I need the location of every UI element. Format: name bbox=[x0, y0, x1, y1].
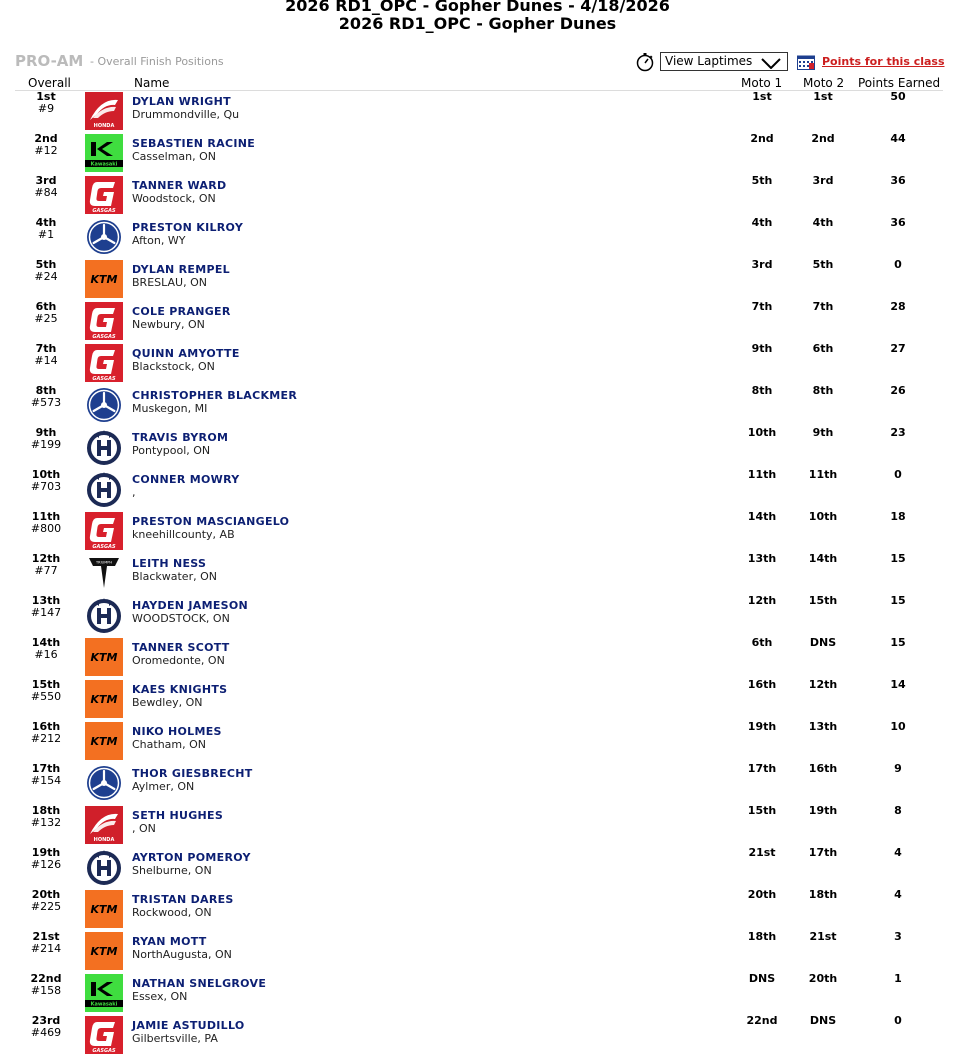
points-earned: 36 bbox=[890, 216, 906, 229]
overall-place: 1st bbox=[36, 90, 56, 103]
moto1-result: 9th bbox=[751, 342, 773, 355]
overall-place: 12th bbox=[31, 552, 61, 565]
table-row bbox=[0, 469, 960, 511]
points-earned: 14 bbox=[890, 678, 906, 691]
moto1-result: 15th bbox=[747, 804, 777, 817]
svg-text:KTM: KTM bbox=[90, 273, 118, 286]
moto1-result: 20th bbox=[747, 888, 777, 901]
moto1-result: 19th bbox=[747, 720, 777, 733]
gasgas-logo bbox=[85, 1016, 123, 1054]
moto2-result: DNS bbox=[809, 1014, 837, 1027]
moto1-result: 1st bbox=[752, 90, 772, 103]
finish-position bbox=[15, 553, 77, 577]
overall-place: 18th bbox=[31, 804, 61, 817]
col-moto1: Moto 1 bbox=[741, 76, 783, 90]
rider-number: #24 bbox=[34, 270, 58, 283]
svg-text:GASGAS: GASGAS bbox=[92, 208, 116, 214]
honda-logo bbox=[85, 806, 123, 844]
finish-position bbox=[15, 847, 77, 871]
moto2-result: 1st bbox=[813, 90, 833, 103]
overall-place: 3rd bbox=[35, 174, 57, 187]
overall-place: 10th bbox=[31, 468, 61, 481]
points-earned: 0 bbox=[894, 468, 902, 481]
table-row bbox=[0, 637, 960, 679]
rider-number: #126 bbox=[30, 858, 62, 871]
moto1-result: 22nd bbox=[746, 1014, 778, 1027]
moto1-result: 12th bbox=[747, 594, 777, 607]
event-subtitle: 2026 RD1_OPC - Gopher Dunes bbox=[338, 14, 617, 33]
kawasaki-logo bbox=[85, 974, 123, 1012]
moto2-result: 16th bbox=[808, 762, 838, 775]
husqvarna-logo bbox=[85, 428, 123, 466]
points-earned: 36 bbox=[890, 174, 906, 187]
overall-place: 11th bbox=[31, 510, 61, 523]
points-earned: 18 bbox=[890, 510, 906, 523]
rider-number: #154 bbox=[30, 774, 62, 787]
rider-number: #212 bbox=[30, 732, 62, 745]
svg-text:TRIUMPH: TRIUMPH bbox=[96, 560, 112, 565]
table-row bbox=[0, 595, 960, 637]
finish-position bbox=[15, 259, 77, 283]
rider-number: #199 bbox=[30, 438, 62, 451]
rider-number: #84 bbox=[34, 186, 58, 199]
rider-number: #9 bbox=[37, 102, 55, 115]
moto2-result: 18th bbox=[808, 888, 838, 901]
moto1-result: DNS bbox=[748, 972, 776, 985]
finish-position bbox=[15, 511, 77, 535]
table-row bbox=[0, 931, 960, 973]
rider-name-link[interactable]: HAYDEN JAMESON bbox=[132, 599, 249, 612]
finish-position bbox=[15, 595, 77, 619]
overall-place: 20th bbox=[31, 888, 61, 901]
moto2-result: 14th bbox=[808, 552, 838, 565]
rider-number: #12 bbox=[34, 144, 58, 157]
gasgas-logo bbox=[85, 512, 123, 550]
svg-text:KTM: KTM bbox=[90, 693, 118, 706]
rider-name-link[interactable]: RYAN MOTT bbox=[132, 935, 207, 948]
points-earned: 15 bbox=[890, 636, 906, 649]
points-for-class-link[interactable]: Points for this class bbox=[822, 55, 945, 68]
event-title: 2026 RD1_OPC - Gopher Dunes - 4/18/2026 bbox=[285, 0, 670, 15]
rider-name-link[interactable]: NATHAN SNELGROVE bbox=[132, 977, 267, 990]
finish-position bbox=[15, 469, 77, 493]
table-row bbox=[0, 721, 960, 763]
rider-hometown: Drummondville, Qu bbox=[132, 108, 240, 121]
points-earned: 23 bbox=[890, 426, 906, 439]
table-row bbox=[0, 763, 960, 805]
svg-text:GASGAS: GASGAS bbox=[92, 1048, 116, 1054]
table-row bbox=[0, 679, 960, 721]
points-earned: 0 bbox=[894, 1014, 902, 1027]
moto1-result: 18th bbox=[747, 930, 777, 943]
moto2-result: 21st bbox=[809, 930, 837, 943]
rider-name-link[interactable]: TRISTAN DARES bbox=[132, 893, 234, 906]
husqvarna-logo bbox=[85, 848, 123, 886]
points-earned: 0 bbox=[894, 258, 902, 271]
rider-number: #158 bbox=[30, 984, 62, 997]
view-laptimes-select[interactable] bbox=[660, 52, 788, 71]
overall-place: 22nd bbox=[30, 972, 62, 985]
svg-text:Kawasaki: Kawasaki bbox=[90, 161, 118, 168]
rider-name-link[interactable]: CHRISTOPHER BLACKMER bbox=[132, 389, 298, 402]
rider-number: #225 bbox=[30, 900, 62, 913]
ktm-logo bbox=[85, 638, 123, 676]
points-earned: 3 bbox=[894, 930, 902, 943]
table-row bbox=[0, 217, 960, 259]
yamaha-logo bbox=[85, 218, 123, 256]
class-subtitle: - Overall Finish Positions bbox=[90, 55, 224, 68]
rider-hometown: Oromedonte, ON bbox=[132, 654, 225, 667]
overall-place: 6th bbox=[35, 300, 57, 313]
table-row bbox=[0, 553, 960, 595]
rider-name-link[interactable]: CONNER MOWRY bbox=[132, 473, 240, 486]
finish-position bbox=[15, 133, 77, 157]
rider-name-link[interactable]: TRAVIS BYROM bbox=[132, 431, 229, 444]
overall-place: 4th bbox=[35, 216, 57, 229]
moto1-result: 16th bbox=[747, 678, 777, 691]
rider-hometown: Bewdley, ON bbox=[132, 696, 203, 709]
points-earned: 1 bbox=[894, 972, 902, 985]
moto2-result: 20th bbox=[808, 972, 838, 985]
rider-hometown: Woodstock, ON bbox=[132, 192, 216, 205]
rider-name-link[interactable]: JAMIE ASTUDILLO bbox=[132, 1019, 245, 1032]
rider-number: #550 bbox=[30, 690, 62, 703]
moto1-result: 6th bbox=[751, 636, 773, 649]
moto1-result: 4th bbox=[751, 216, 773, 229]
points-earned: 8 bbox=[894, 804, 902, 817]
rider-name-link[interactable]: NIKO HOLMES bbox=[132, 725, 222, 738]
svg-text:KTM: KTM bbox=[90, 945, 118, 958]
svg-text:KTM: KTM bbox=[90, 903, 118, 916]
moto1-result: 3rd bbox=[751, 258, 773, 271]
rider-number: #16 bbox=[34, 648, 58, 661]
table-row bbox=[0, 91, 960, 133]
points-earned: 10 bbox=[890, 720, 906, 733]
rider-name-link[interactable]: SETH HUGHES bbox=[132, 809, 224, 822]
points-earned: 44 bbox=[890, 132, 906, 145]
rider-name-link[interactable]: PRESTON MASCIANGELO bbox=[132, 515, 290, 528]
moto1-result: 21st bbox=[748, 846, 776, 859]
moto1-result: 8th bbox=[751, 384, 773, 397]
moto2-result: 8th bbox=[812, 384, 834, 397]
points-earned: 26 bbox=[890, 384, 906, 397]
moto1-result: 5th bbox=[751, 174, 773, 187]
table-row bbox=[0, 511, 960, 553]
points-earned: 4 bbox=[894, 846, 902, 859]
moto1-result: 14th bbox=[747, 510, 777, 523]
chevron-down-icon bbox=[761, 57, 781, 74]
rider-hometown: Casselman, ON bbox=[132, 150, 217, 163]
finish-position bbox=[15, 385, 77, 409]
moto2-result: 19th bbox=[808, 804, 838, 817]
ktm-logo bbox=[85, 680, 123, 718]
rider-number: #25 bbox=[34, 312, 58, 325]
rider-hometown: Newbury, ON bbox=[132, 318, 205, 331]
rider-hometown: Afton, WY bbox=[132, 234, 186, 247]
col-name: Name bbox=[134, 76, 170, 90]
results-table-header bbox=[0, 76, 960, 90]
svg-text:GASGAS: GASGAS bbox=[92, 334, 116, 340]
calendar-icon[interactable] bbox=[797, 54, 815, 70]
rider-hometown: BRESLAU, ON bbox=[132, 276, 207, 289]
moto2-result: 2nd bbox=[811, 132, 835, 145]
moto2-result: 9th bbox=[812, 426, 834, 439]
rider-hometown: Pontypool, ON bbox=[132, 444, 211, 457]
rider-hometown: Muskegon, MI bbox=[132, 402, 208, 415]
finish-position bbox=[15, 637, 77, 661]
points-earned: 9 bbox=[894, 762, 902, 775]
rider-name-link[interactable]: PRESTON KILROY bbox=[132, 221, 244, 234]
rider-name-link[interactable]: TANNER WARD bbox=[132, 179, 227, 192]
points-earned: 15 bbox=[890, 594, 906, 607]
table-row bbox=[0, 1015, 960, 1057]
table-row bbox=[0, 175, 960, 217]
ktm-logo bbox=[85, 260, 123, 298]
moto2-result: 17th bbox=[808, 846, 838, 859]
overall-place: 13th bbox=[31, 594, 61, 607]
rider-name-link[interactable]: DYLAN WRIGHT bbox=[132, 95, 231, 108]
overall-place: 19th bbox=[31, 846, 61, 859]
moto2-result: 5th bbox=[812, 258, 834, 271]
rider-number: #77 bbox=[34, 564, 58, 577]
rider-hometown: Rockwood, ON bbox=[132, 906, 212, 919]
gasgas-logo bbox=[85, 302, 123, 340]
rider-hometown: Blackstock, ON bbox=[132, 360, 215, 373]
overall-place: 7th bbox=[35, 342, 57, 355]
rider-number: #800 bbox=[30, 522, 62, 535]
points-earned: 4 bbox=[894, 888, 902, 901]
overall-place: 14th bbox=[31, 636, 61, 649]
rider-number: #573 bbox=[30, 396, 62, 409]
finish-position bbox=[15, 217, 77, 241]
rider-hometown: , bbox=[132, 486, 136, 499]
overall-place: 17th bbox=[31, 762, 61, 775]
finish-position bbox=[15, 721, 77, 745]
rider-hometown: Aylmer, ON bbox=[132, 780, 195, 793]
finish-position bbox=[15, 343, 77, 367]
table-row bbox=[0, 847, 960, 889]
finish-position bbox=[15, 427, 77, 451]
moto1-result: 7th bbox=[751, 300, 773, 313]
finish-position bbox=[15, 301, 77, 325]
svg-text:Kawasaki: Kawasaki bbox=[90, 1001, 118, 1008]
finish-position bbox=[15, 763, 77, 787]
rider-name-link[interactable]: KAES KNIGHTS bbox=[132, 683, 228, 696]
points-earned: 28 bbox=[890, 300, 906, 313]
svg-text:HONDA: HONDA bbox=[93, 123, 115, 129]
finish-position bbox=[15, 805, 77, 829]
moto2-result: 6th bbox=[812, 342, 834, 355]
svg-text:KTM: KTM bbox=[90, 735, 118, 748]
view-laptimes-label: View Laptimes bbox=[665, 54, 753, 68]
moto1-result: 2nd bbox=[750, 132, 774, 145]
table-row bbox=[0, 301, 960, 343]
table-row bbox=[0, 427, 960, 469]
moto2-result: 10th bbox=[808, 510, 838, 523]
page-header bbox=[0, 0, 960, 33]
finish-position bbox=[15, 175, 77, 199]
finish-position bbox=[15, 1015, 77, 1039]
moto1-result: 13th bbox=[747, 552, 777, 565]
moto2-result: DNS bbox=[809, 636, 837, 649]
table-row bbox=[0, 889, 960, 931]
moto2-result: 4th bbox=[812, 216, 834, 229]
col-overall: Overall bbox=[28, 76, 71, 90]
table-row bbox=[0, 805, 960, 847]
husqvarna-logo bbox=[85, 596, 123, 634]
moto1-result: 17th bbox=[747, 762, 777, 775]
finish-position bbox=[15, 973, 77, 997]
rider-hometown: NorthAugusta, ON bbox=[132, 948, 232, 961]
moto2-result: 13th bbox=[808, 720, 838, 733]
table-row bbox=[0, 973, 960, 1015]
rider-name-link[interactable]: AYRTON POMEROY bbox=[132, 851, 251, 864]
moto1-result: 11th bbox=[747, 468, 777, 481]
rider-hometown: WOODSTOCK, ON bbox=[132, 612, 230, 625]
rider-number: #214 bbox=[30, 942, 62, 955]
rider-hometown: Shelburne, ON bbox=[132, 864, 212, 877]
rider-name-link[interactable]: DYLAN REMPEL bbox=[132, 263, 230, 276]
class-bar bbox=[15, 52, 945, 72]
overall-place: 16th bbox=[31, 720, 61, 733]
rider-name-link[interactable]: THOR GIESBRECHT bbox=[132, 767, 253, 780]
husqvarna-logo bbox=[85, 470, 123, 508]
table-row bbox=[0, 133, 960, 175]
gasgas-logo bbox=[85, 176, 123, 214]
overall-place: 2nd bbox=[34, 132, 58, 145]
rider-hometown: Blackwater, ON bbox=[132, 570, 217, 583]
svg-text:GASGAS: GASGAS bbox=[92, 376, 116, 382]
table-row bbox=[0, 385, 960, 427]
finish-position bbox=[15, 91, 77, 115]
rider-number: #147 bbox=[30, 606, 62, 619]
moto2-result: 3rd bbox=[812, 174, 834, 187]
class-name: PRO-AM bbox=[15, 52, 84, 70]
rider-number: #132 bbox=[30, 816, 62, 829]
table-row bbox=[0, 259, 960, 301]
rider-hometown: Gilbertsville, PA bbox=[132, 1032, 218, 1045]
col-points: Points Earned bbox=[858, 76, 941, 90]
triumph-logo bbox=[85, 554, 123, 592]
rider-number: #1 bbox=[37, 228, 55, 241]
svg-text:GASGAS: GASGAS bbox=[92, 544, 116, 550]
rider-hometown: Essex, ON bbox=[132, 990, 188, 1003]
moto2-result: 11th bbox=[808, 468, 838, 481]
finish-position bbox=[15, 889, 77, 913]
rider-hometown: Chatham, ON bbox=[132, 738, 207, 751]
rider-name-link[interactable]: COLE PRANGER bbox=[132, 305, 231, 318]
points-earned: 15 bbox=[890, 552, 906, 565]
moto2-result: 15th bbox=[808, 594, 838, 607]
honda-logo bbox=[85, 92, 123, 130]
gasgas-logo bbox=[85, 344, 123, 382]
yamaha-logo bbox=[85, 386, 123, 424]
ktm-logo bbox=[85, 932, 123, 970]
ktm-logo bbox=[85, 890, 123, 928]
overall-place: 9th bbox=[35, 426, 57, 439]
overall-place: 15th bbox=[31, 678, 61, 691]
rider-name-link[interactable]: LEITH NESS bbox=[132, 557, 207, 570]
finish-position bbox=[15, 931, 77, 955]
rider-name-link[interactable]: SEBASTIEN RACINE bbox=[132, 137, 256, 150]
rider-number: #14 bbox=[34, 354, 58, 367]
overall-place: 23rd bbox=[31, 1014, 61, 1027]
kawasaki-logo bbox=[85, 134, 123, 172]
ktm-logo bbox=[85, 722, 123, 760]
rider-name-link[interactable]: TANNER SCOTT bbox=[132, 641, 230, 654]
svg-text:KTM: KTM bbox=[90, 651, 118, 664]
rider-hometown: , ON bbox=[132, 822, 156, 835]
points-earned: 50 bbox=[890, 90, 906, 103]
rider-name-link[interactable]: QUINN AMYOTTE bbox=[132, 347, 240, 360]
overall-place: 5th bbox=[35, 258, 57, 271]
col-moto2: Moto 2 bbox=[803, 76, 845, 90]
yamaha-logo bbox=[85, 764, 123, 802]
rider-number: #703 bbox=[30, 480, 62, 493]
rider-number: #469 bbox=[30, 1026, 62, 1039]
rider-hometown: kneehillcounty, AB bbox=[132, 528, 235, 541]
overall-place: 8th bbox=[35, 384, 57, 397]
finish-position bbox=[15, 679, 77, 703]
stopwatch-icon bbox=[635, 52, 655, 72]
overall-place: 21st bbox=[32, 930, 60, 943]
table-row bbox=[0, 343, 960, 385]
moto1-result: 10th bbox=[747, 426, 777, 439]
svg-text:HONDA: HONDA bbox=[93, 837, 115, 843]
moto2-result: 12th bbox=[808, 678, 838, 691]
points-earned: 27 bbox=[890, 342, 906, 355]
moto2-result: 7th bbox=[812, 300, 834, 313]
